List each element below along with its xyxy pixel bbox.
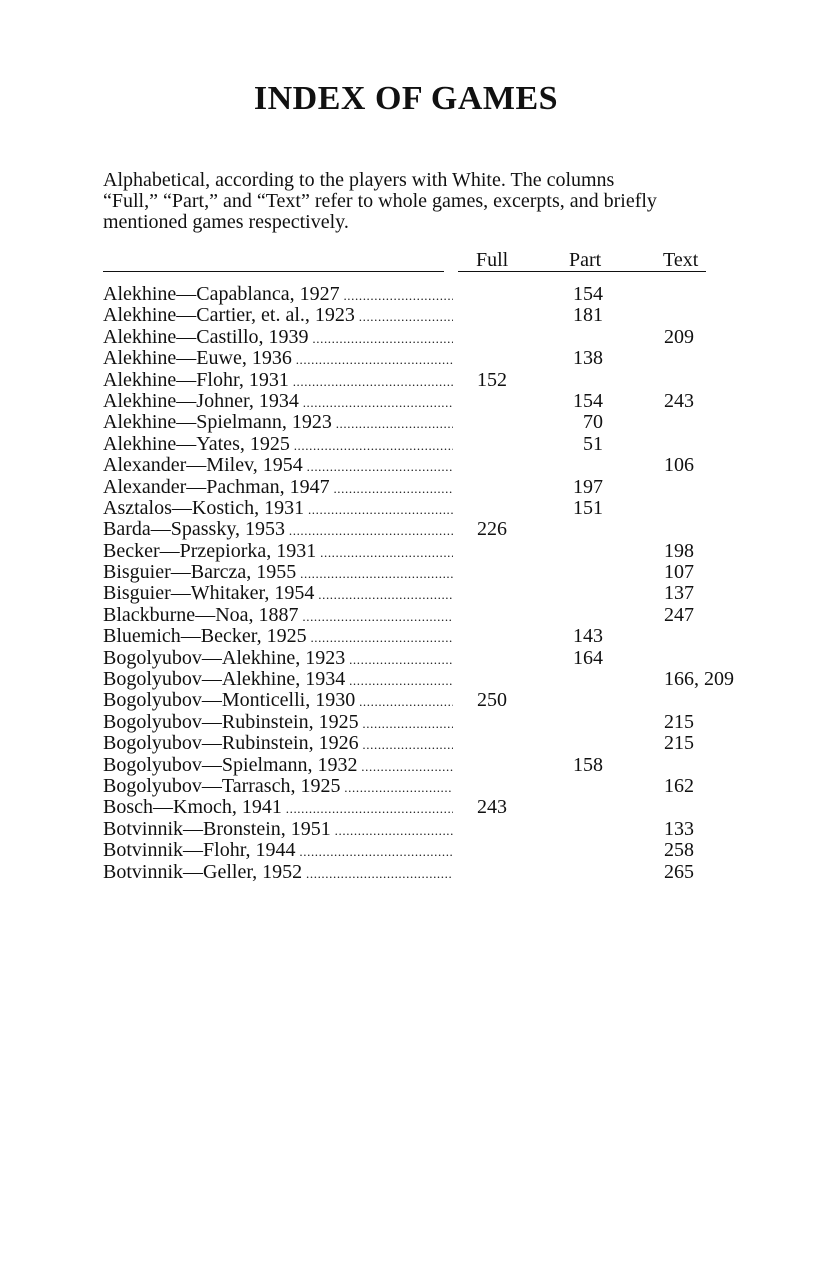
text-page-ref: 243 [664,389,694,412]
part-page-ref: 138 [573,347,603,370]
game-entry: Becker—Przepiorka, 1931 ..... [103,541,453,563]
game-entry: Alexander—Milev, 1954 ..... [103,455,453,477]
text-page-ref: 265 [664,860,694,883]
table-row [103,370,763,391]
game-entry: Bogolyubov—Alekhine, 1934 ..... [103,669,453,691]
game-entry: Bogolyubov—Tarrasch, 1925 ..... [103,776,453,798]
page-title: INDEX OF GAMES [253,80,559,117]
table-row [103,669,763,690]
header-rule-left [103,271,444,272]
part-page-ref: 51 [583,432,603,455]
table-row [103,412,763,433]
text-page-ref: 166, 209 [664,668,734,691]
table-row [103,583,763,604]
part-page-ref: 197 [573,475,603,498]
part-page-ref: 158 [573,753,603,776]
text-page-ref: 198 [664,539,694,562]
table-row [103,862,763,883]
text-page-ref: 209 [664,325,694,348]
column-header-text: Text [663,249,699,271]
table-row [103,648,763,669]
table-row [103,819,763,840]
text-page-ref: 258 [664,839,694,862]
game-entry: Bisguier—Whitaker, 1954 ..... [103,583,453,605]
game-entry: Alexander—Pachman, 1947 ..... [103,477,453,499]
column-header-full: Full [476,249,509,271]
table-row [103,284,763,305]
part-page-ref: 154 [573,283,603,305]
game-entry: Bogolyubov—Rubinstein, 1926 ..... [103,733,453,755]
full-page-ref: 226 [477,518,507,541]
text-page-ref: 106 [664,454,694,477]
table-row [103,626,763,647]
game-entry: Asztalos—Kostich, 1931 ..... [103,498,453,520]
text-page-ref: 107 [664,561,694,584]
table-row [103,541,763,562]
table-row [103,327,763,348]
game-entry: Alekhine—Capablanca, 1927 ..... [103,284,453,306]
table-row [103,605,763,626]
text-page-ref: 215 [664,732,694,755]
table-row [103,348,763,369]
part-page-ref: 164 [573,646,603,669]
game-entry: Bosch—Kmoch, 1941 ..... [103,797,453,819]
text-page-ref: 162 [664,774,694,797]
part-page-ref: 143 [573,625,603,648]
text-page-ref: 215 [664,710,694,733]
intro-line: Alphabetical, according to the players with White. The columns [103,169,615,191]
part-page-ref: 154 [573,389,603,412]
part-page-ref: 70 [583,411,603,434]
game-entry: Bogolyubov—Spielmann, 1932 ..... [103,755,453,777]
text-page-ref: 133 [664,817,694,840]
table-row [103,305,763,326]
table-row [103,562,763,583]
table-row [103,776,763,797]
intro-paragraph [103,170,713,233]
game-entry: Alekhine—Castillo, 1939 ..... [103,327,453,349]
game-entry: Alekhine—Johner, 1934 ..... [103,391,453,413]
column-header-part: Part [569,249,602,271]
text-page-ref: 247 [664,603,694,626]
table-row [103,519,763,540]
game-entry: Alekhine—Euwe, 1936 ..... [103,348,453,370]
game-entry: Bluemich—Becker, 1925 ..... [103,626,453,648]
full-page-ref: 250 [477,689,507,712]
game-entry: Bogolyubov—Monticelli, 1930 ..... [103,690,453,712]
table-row [103,455,763,476]
game-entry: Bisguier—Barcza, 1955 ..... [103,562,453,584]
game-entry: Blackburne—Noa, 1887 ..... [103,605,453,627]
table-row [103,840,763,861]
game-entry: Botvinnik—Bronstein, 1951 ..... [103,819,453,841]
game-entry: Bogolyubov—Alekhine, 1923 ..... [103,648,453,670]
intro-line: “Full,” “Part,” and “Text” refer to whole games, excerpts, and briefly [103,190,657,212]
games-index-table [103,284,763,883]
game-entry: Bogolyubov—Rubinstein, 1925 ..... [103,712,453,734]
full-page-ref: 243 [477,796,507,819]
part-page-ref: 151 [573,496,603,519]
game-entry: Botvinnik—Flohr, 1944 ..... [103,840,453,862]
part-page-ref: 181 [573,304,603,327]
table-row [103,712,763,733]
table-row [103,498,763,519]
game-entry: Barda—Spassky, 1953 ..... [103,519,453,541]
full-page-ref: 152 [477,368,507,391]
intro-line: mentioned games respectively. [103,211,349,233]
game-entry: Alekhine—Flohr, 1931 ..... [103,370,453,392]
table-row [103,690,763,711]
game-entry: Alekhine—Spielmann, 1923 ..... [103,412,453,434]
table-row [103,755,763,776]
game-entry: Botvinnik—Geller, 1952 ..... [103,862,453,884]
game-entry: Alekhine—Yates, 1925 ..... [103,434,453,456]
table-row [103,477,763,498]
table-row [103,733,763,754]
game-entry: Alekhine—Cartier, et. al., 1923 ..... [103,305,453,327]
table-row [103,797,763,818]
table-row [103,391,763,412]
text-page-ref: 137 [664,582,694,605]
header-rule-right [458,271,706,272]
table-row [103,434,763,455]
